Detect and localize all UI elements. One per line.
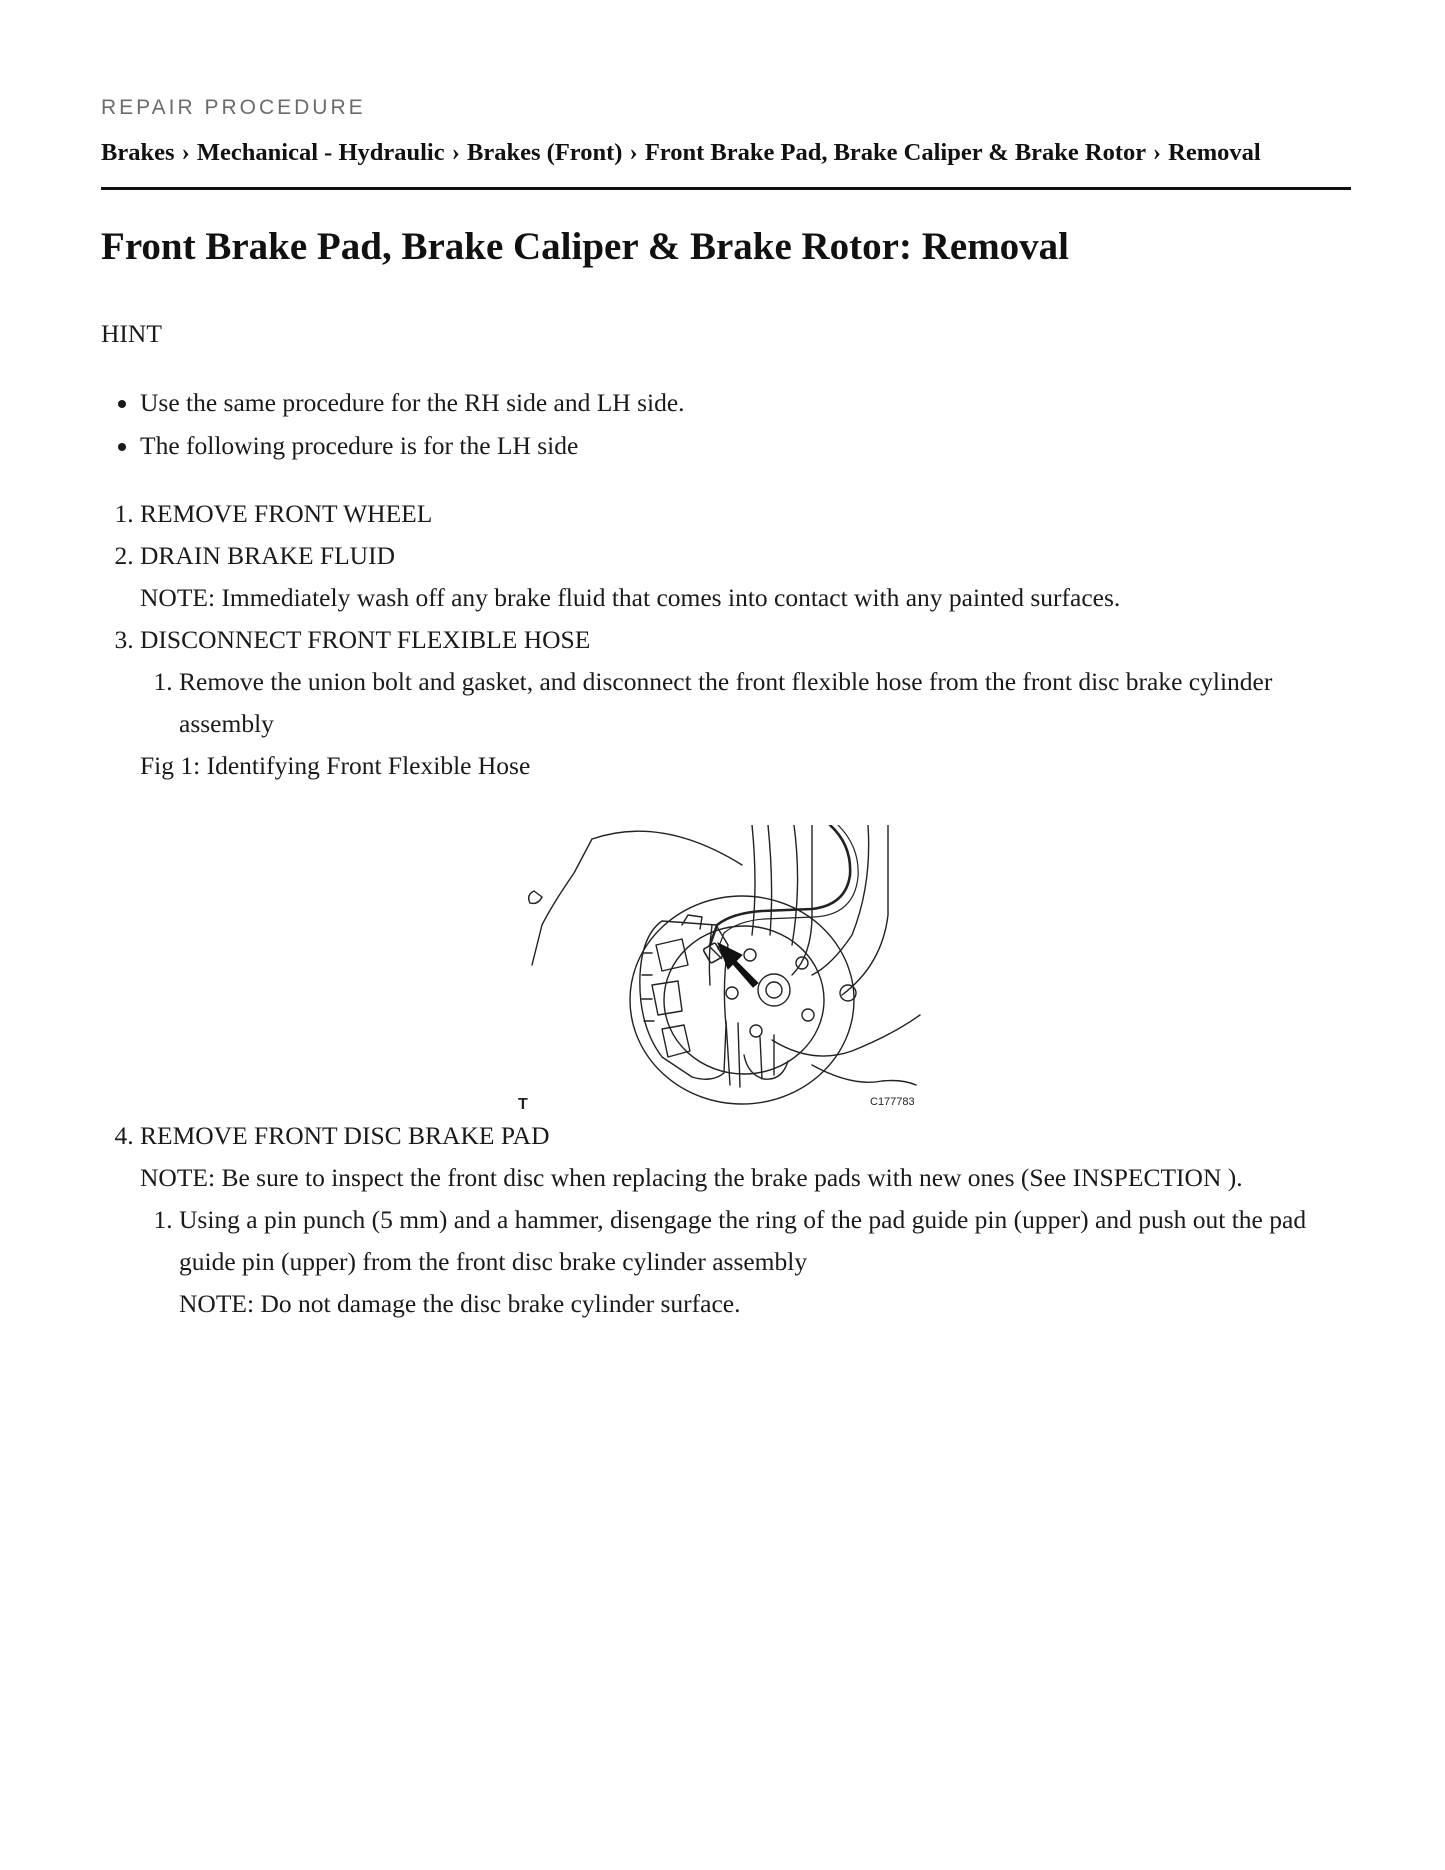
step-label: REMOVE FRONT DISC BRAKE PAD	[140, 1121, 550, 1150]
step-note: NOTE: Be sure to inspect the front disc when replacing the brake pads with new ones (See INSPECTION ).	[140, 1163, 1243, 1192]
figure-caption: Fig 1: Identifying Front Flexible Hose	[140, 751, 531, 780]
substep-text: Using a pin punch (5 mm) and a hammer, disengage the ring of the pad guide pin (upper) and push out the pad guide pin (upper) from the front disc brake cylinder assembly	[179, 1205, 1307, 1276]
step-remove-front-wheel	[140, 493, 1351, 535]
substep-item	[179, 1199, 1351, 1325]
hint-item: • The following procedure is for the LH side	[140, 424, 1351, 467]
breadcrumb-separator: ›	[1152, 139, 1161, 166]
figure-corner-mark: T	[518, 1096, 528, 1113]
step-drain-brake-fluid	[140, 535, 1351, 619]
breadcrumb-item-removal: Removal	[1168, 139, 1261, 166]
breadcrumb-separator: ›	[451, 139, 460, 166]
substep-note: NOTE: Do not damage the disc brake cylinder surface.	[179, 1289, 741, 1318]
substep-item: 1. Remove the union bolt and gasket, and disconnect the front flexible hose from the front disc brake cylinder assembly	[179, 661, 1351, 745]
procedure-body	[101, 313, 1351, 1325]
figure-code: C177783	[870, 1096, 915, 1108]
breadcrumb-item-brakes-front[interactable]: Brakes (Front)	[467, 139, 623, 166]
breadcrumb-item-mechanical-hydraulic[interactable]: Mechanical - Hydraulic	[196, 139, 445, 166]
brake-caliper-illustration	[512, 825, 924, 1115]
hint-item: • Use the same procedure for the RH side and LH side.	[140, 381, 1351, 424]
page-title: Front Brake Pad, Brake Caliper & Brake Rotor: Removal	[101, 225, 1070, 268]
procedure-steps	[101, 493, 1351, 1325]
step-label: DRAIN BRAKE FLUID	[140, 541, 395, 570]
breadcrumb	[101, 139, 1261, 167]
step-label: DISCONNECT FRONT FLEXIBLE HOSE	[140, 625, 591, 654]
substep-list	[140, 661, 1351, 745]
step-disconnect-flexible-hose	[140, 619, 1351, 1115]
substep-list	[140, 1199, 1351, 1325]
header-divider	[101, 187, 1351, 190]
step-remove-disc-brake-pad	[140, 1115, 1351, 1325]
breadcrumb-item-brakes[interactable]: Brakes	[101, 139, 175, 166]
breadcrumb-separator: ›	[629, 139, 638, 166]
hint-label: HINT	[101, 319, 162, 348]
figure-flexible-hose	[140, 787, 1351, 1115]
breadcrumb-item-front-brake-pad[interactable]: Front Brake Pad, Brake Caliper & Brake Rotor	[644, 139, 1146, 166]
step-label: REMOVE FRONT WHEEL	[140, 499, 433, 528]
step-note: NOTE: Immediately wash off any brake fluid that comes into contact with any painted surfaces.	[140, 583, 1121, 612]
hint-list	[101, 381, 1351, 467]
section-eyebrow: REPAIR PROCEDURE	[101, 96, 366, 119]
breadcrumb-separator: ›	[181, 139, 190, 166]
